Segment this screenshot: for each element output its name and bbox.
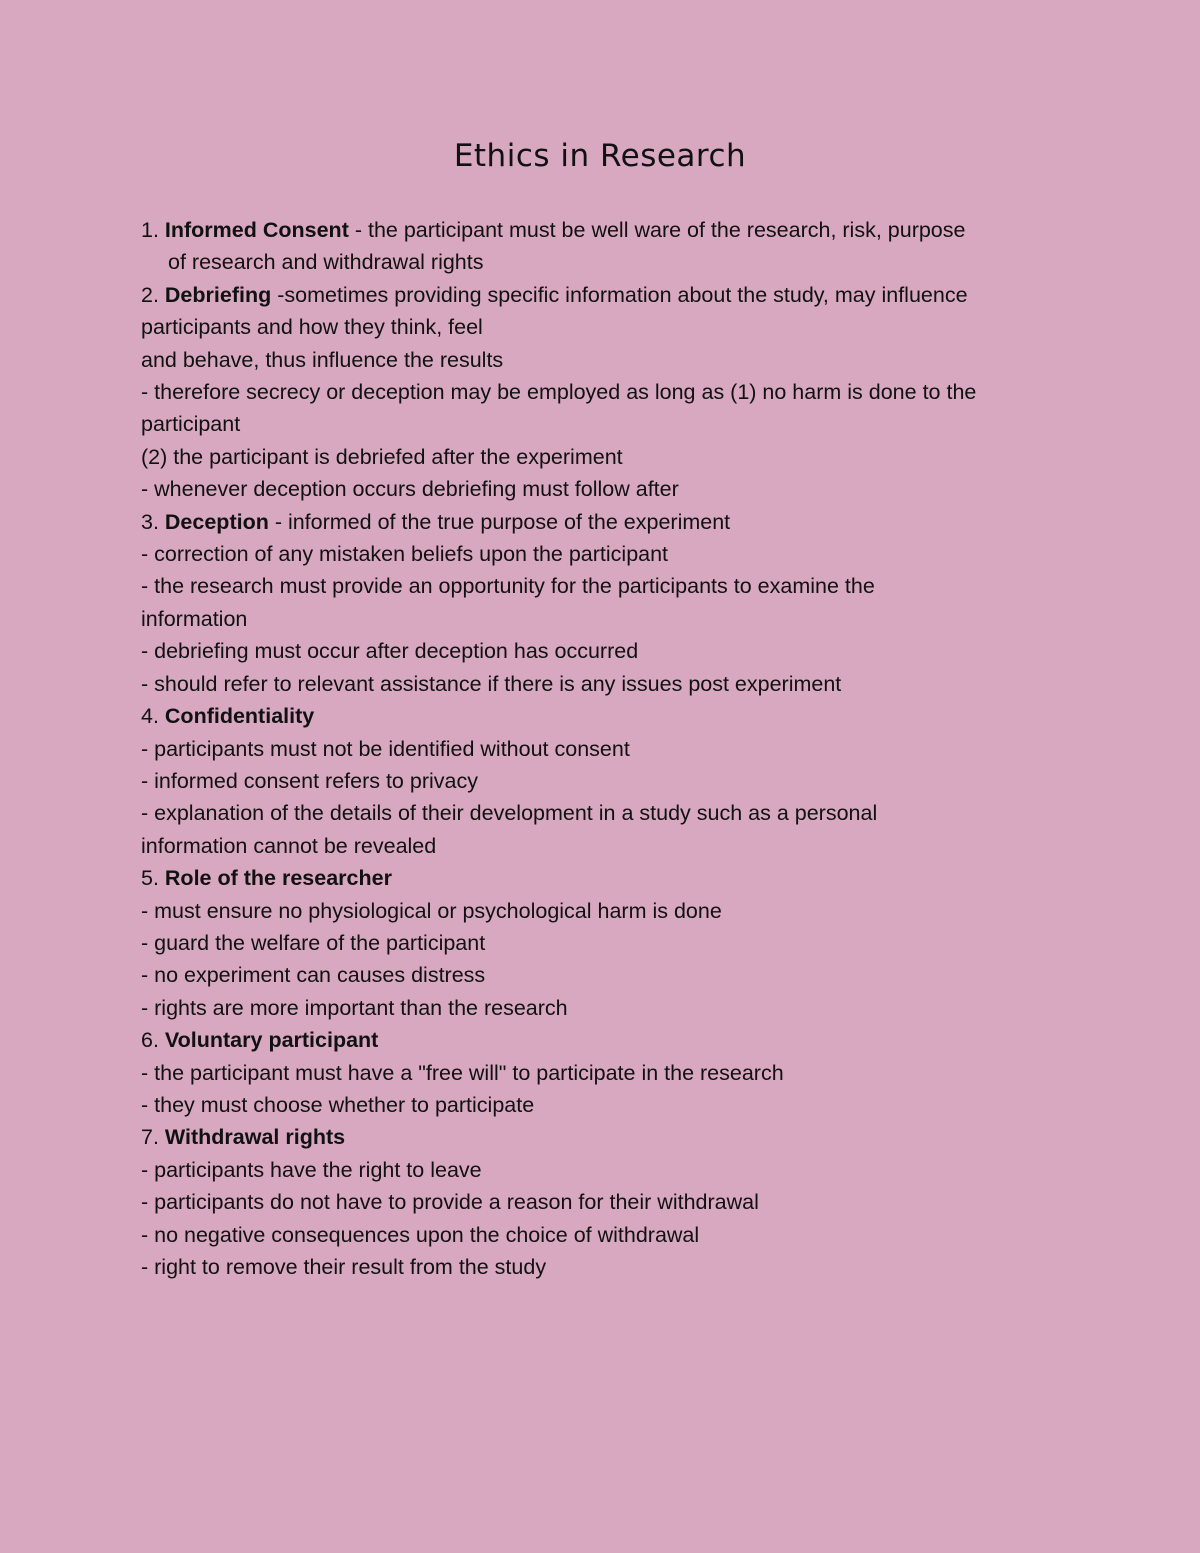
section-term: Withdrawal rights — [164, 1125, 346, 1150]
body-line: - must ensure no physiological or psychological harm is done — [141, 898, 722, 923]
body-line: (2) the participant is debriefed after the experiment — [141, 444, 623, 469]
section-heading-line — [141, 700, 1081, 732]
body-line: - participants must not be identified without consent — [141, 736, 630, 761]
section-description: - the participant must be well ware of the research, risk, purpose — [348, 218, 966, 242]
section-term: Informed Consent — [164, 218, 349, 242]
body-line: - the participant must have a "free will" to participate in the research — [141, 1060, 784, 1085]
section-number: 1. — [141, 218, 165, 242]
body-line: participant — [141, 412, 241, 437]
body-line: - should refer to relevant assistance if there is any issues post experiment — [141, 671, 842, 696]
body-line: - right to remove their result from the study — [141, 1255, 547, 1279]
page-title: Ethics in Research — [453, 138, 747, 174]
body-line: - correction of any mistaken beliefs upon the participant — [141, 542, 669, 567]
body-line: information cannot be revealed — [141, 833, 437, 858]
body-line: - guard the welfare of the participant — [141, 930, 486, 955]
body-line: of research and withdrawal rights — [168, 250, 484, 275]
body-line: - participants do not have to provide a reason for their withdrawal — [141, 1190, 759, 1215]
section-number: 3. — [141, 509, 165, 534]
section-term: Confidentiality — [164, 704, 315, 729]
section-number: 5. — [141, 866, 165, 891]
body-line: - rights are more important than the research — [141, 995, 568, 1020]
section-description: -sometimes providing specific information about the study, may influence — [271, 282, 968, 307]
body-line: - therefore secrecy or deception may be employed as long as (1) no harm is done to the — [141, 380, 977, 405]
section-heading-line — [141, 862, 1081, 894]
body-line: and behave, thus influence the results — [141, 347, 504, 372]
section-heading-line — [141, 1024, 1081, 1056]
section-heading-line — [141, 279, 1081, 311]
body-line: information — [141, 606, 248, 631]
body-line: participants and how they think, feel — [141, 315, 483, 340]
section-heading-line — [141, 214, 1081, 246]
section-description: - informed of the true purpose of the experiment — [268, 509, 731, 534]
section-number: 2. — [141, 282, 165, 307]
body-line: - participants have the right to leave — [141, 1157, 482, 1182]
section-number: 7. — [141, 1125, 165, 1150]
section-heading-line — [141, 506, 1081, 538]
body-line: - whenever deception occurs debriefing must follow after — [141, 477, 679, 502]
body-line: - explanation of the details of their development in a study such as a personal — [141, 801, 878, 826]
section-number: 4. — [141, 704, 165, 729]
body-line: - informed consent refers to privacy — [141, 768, 478, 793]
body-line: - no experiment can causes distress — [141, 963, 486, 988]
section-heading-line — [141, 1121, 1081, 1153]
section-number: 6. — [141, 1028, 165, 1053]
body-line: - debriefing must occur after deception has occurred — [141, 639, 639, 664]
body-line: - they must choose whether to participate — [141, 1092, 535, 1117]
document-body — [141, 214, 1081, 1283]
section-term: Role of the researcher — [164, 866, 392, 891]
body-line: - the research must provide an opportunity for the participants to examine the — [141, 574, 875, 599]
section-term: Debriefing — [164, 282, 272, 307]
body-line: - no negative consequences upon the choice of withdrawal — [141, 1222, 700, 1247]
section-term: Voluntary participant — [164, 1028, 379, 1053]
section-term: Deception — [164, 509, 269, 534]
